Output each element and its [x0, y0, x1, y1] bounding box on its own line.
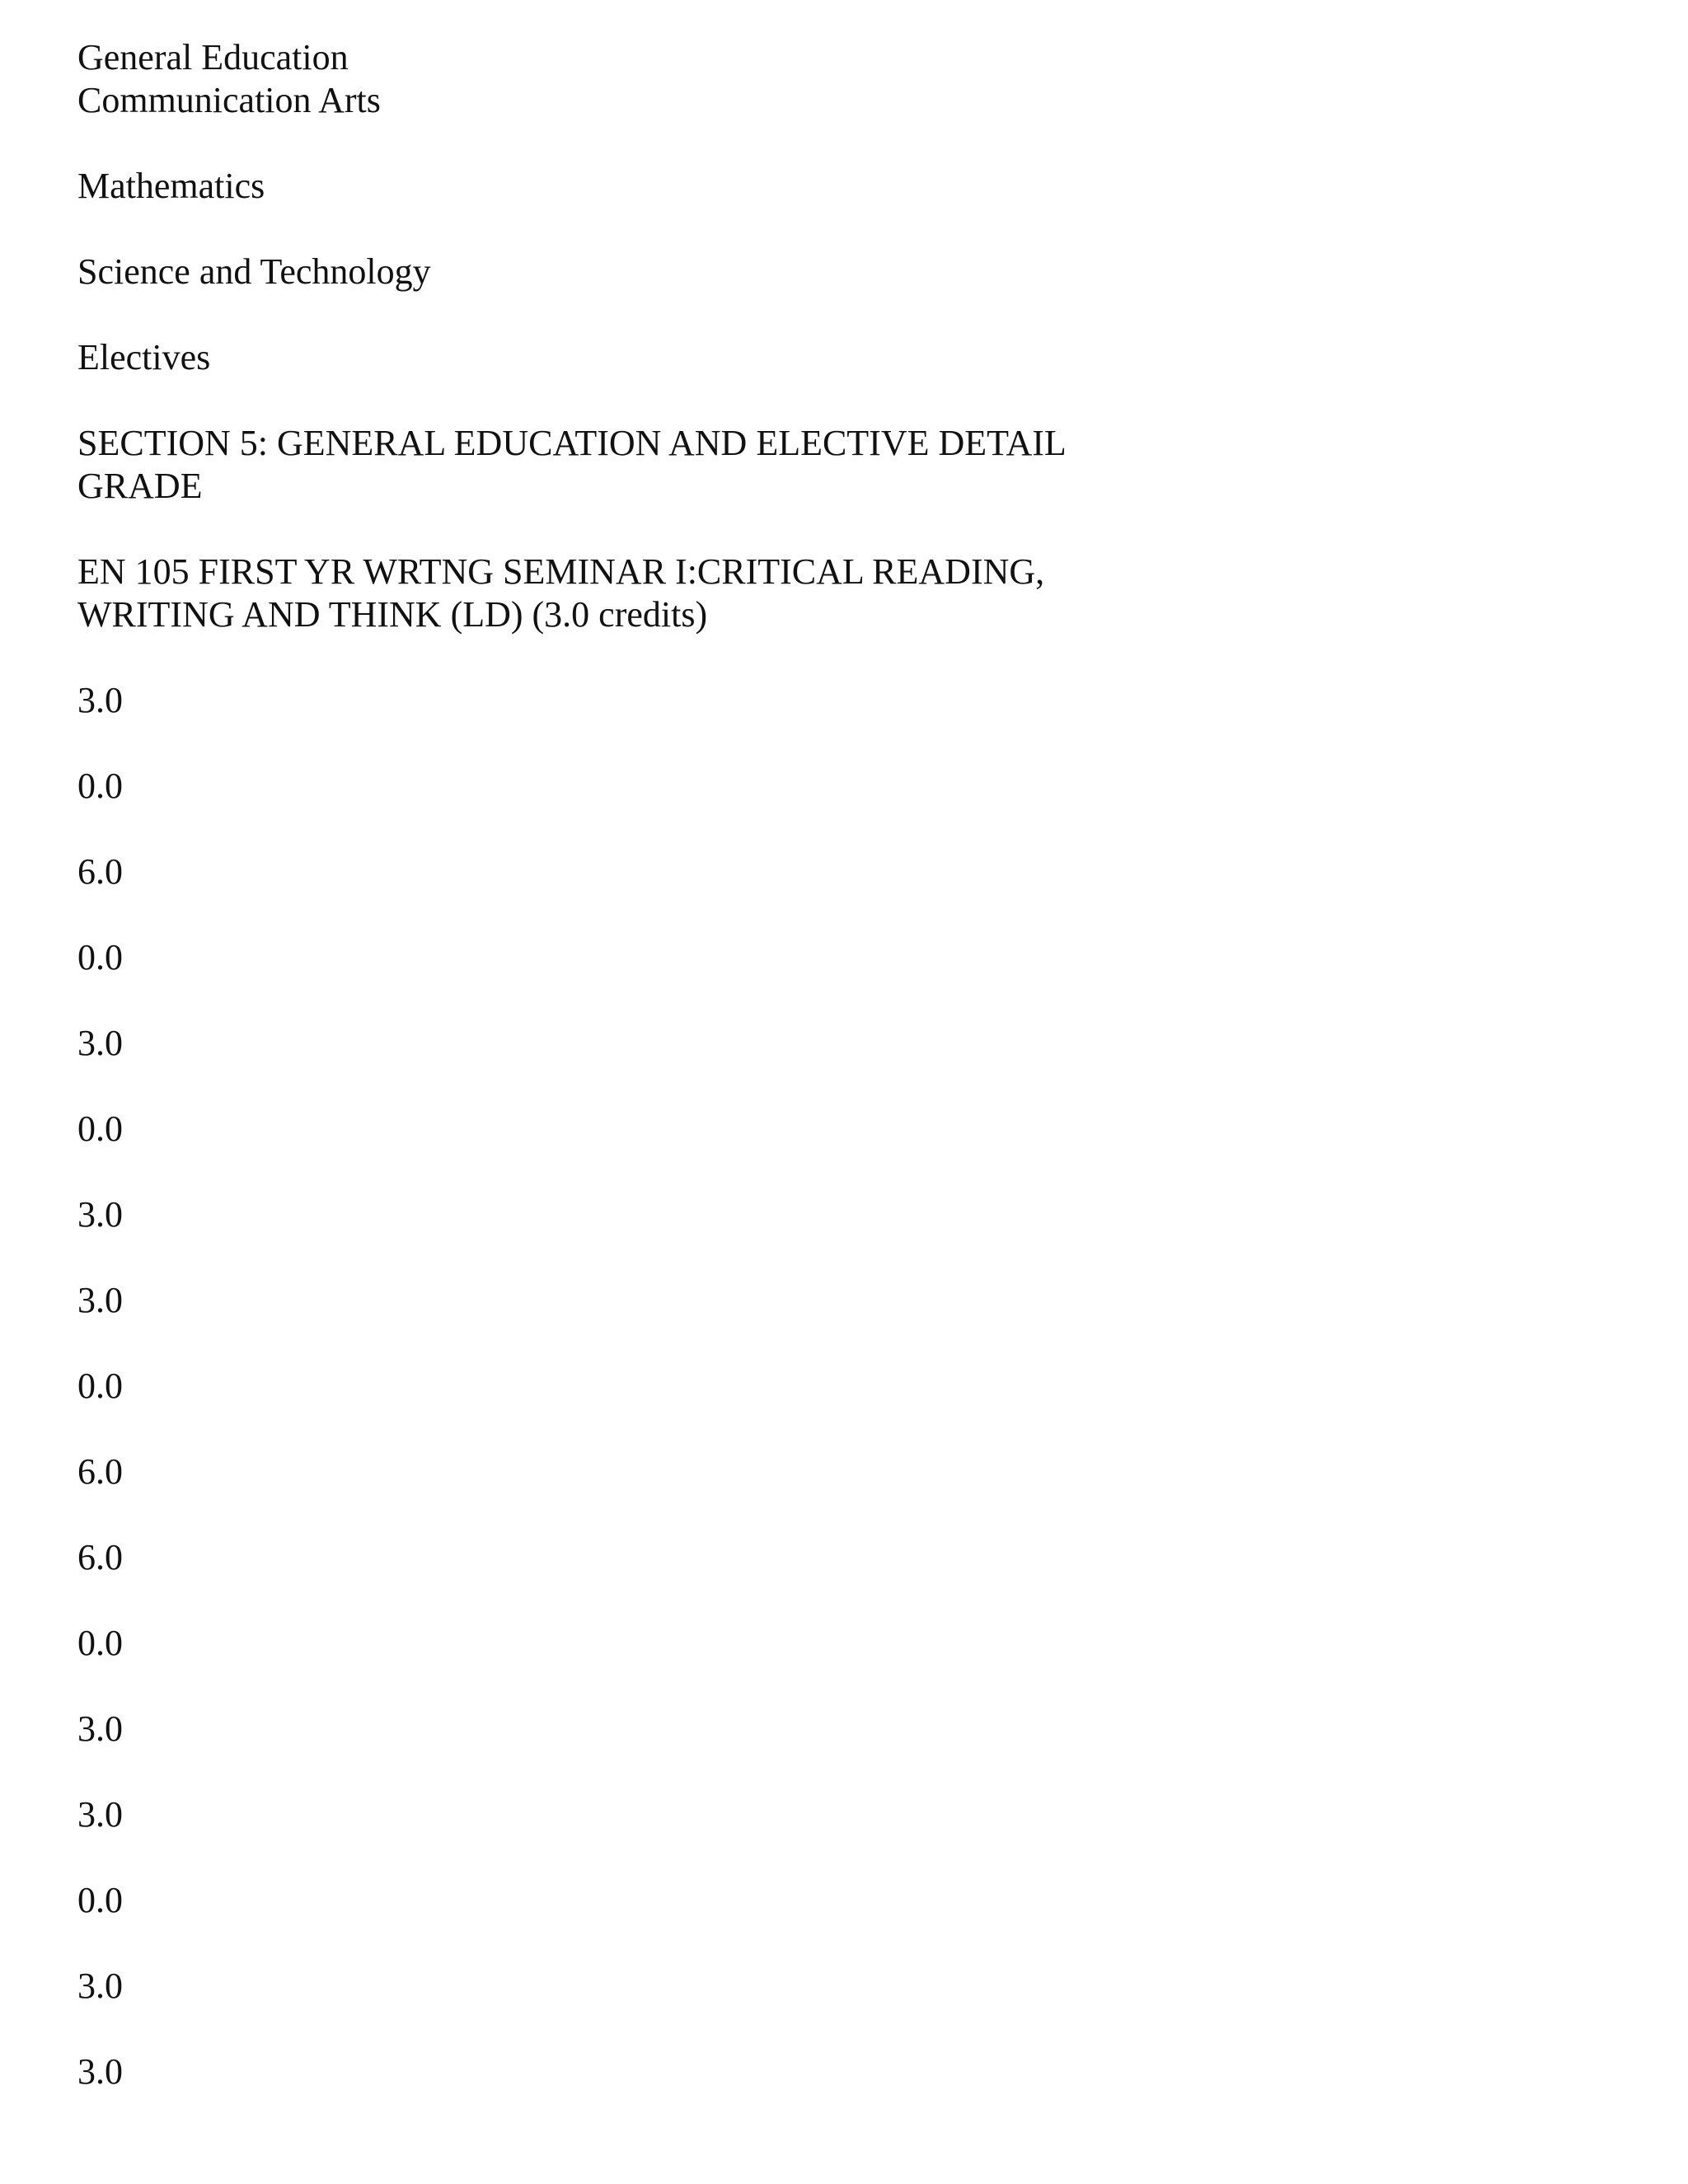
category-science-technology [77, 251, 1643, 293]
grade-value: 0.0 [77, 1366, 123, 1406]
section-title: SECTION 5: GENERAL EDUCATION AND ELECTIVE DETAIL [77, 423, 1067, 463]
category-label: Electives [77, 337, 211, 377]
category-mathematics [77, 165, 1643, 208]
section-heading [77, 422, 1643, 508]
grade-value: 3.0 [77, 2051, 123, 2092]
grade-value: 3.0 [77, 1708, 123, 1749]
grade-value: 6.0 [77, 1451, 123, 1492]
grade-value: 3.0 [77, 1966, 123, 2006]
grade-value: 0.0 [77, 766, 123, 806]
header-block [77, 36, 1643, 122]
grade-value: 0.0 [77, 1108, 123, 1149]
grade-value: 0.0 [77, 1880, 123, 1920]
grade-value: 6.0 [77, 851, 123, 892]
course-title-line1: EN 105 FIRST YR WRTNG SEMINAR I:CRITICAL READING, [77, 551, 1045, 592]
document-page [77, 36, 1643, 2136]
grade-value: 6.0 [77, 1537, 123, 1577]
grade-value: 3.0 [77, 1194, 123, 1235]
header-communication-arts: Communication Arts [77, 80, 381, 120]
grade-value: 3.0 [77, 1023, 123, 1063]
grade-value: 0.0 [77, 937, 123, 977]
grade-values-list [77, 679, 1643, 2093]
header-general-education: General Education [77, 37, 349, 77]
grade-value: 3.0 [77, 1794, 123, 1835]
course-title-line2: WRITING AND THINK (LD) (3.0 credits) [77, 594, 708, 635]
category-electives [77, 336, 1643, 379]
grade-value: 3.0 [77, 680, 123, 720]
category-label: Science and Technology [77, 251, 431, 292]
grade-value: 3.0 [77, 1280, 123, 1320]
category-label: Mathematics [77, 166, 265, 206]
grade-value: 0.0 [77, 1623, 123, 1663]
section-subtitle-grade: GRADE [77, 466, 203, 506]
course-entry [77, 551, 1643, 636]
